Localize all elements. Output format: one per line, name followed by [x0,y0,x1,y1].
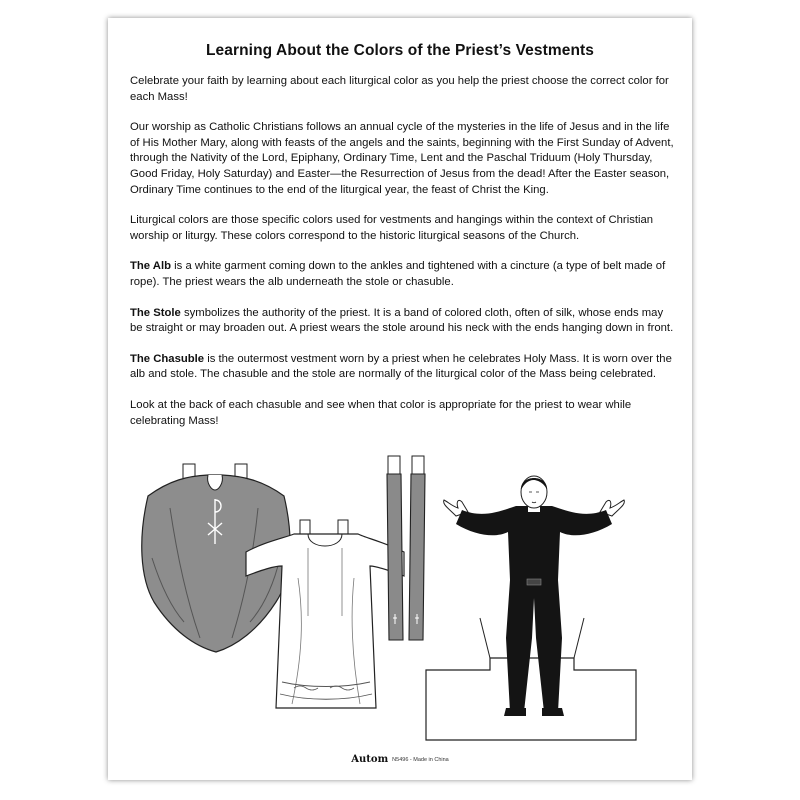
stole-right-tab [412,456,424,474]
chasuble-term: The Chasuble [130,352,205,365]
stole-left-tab [388,456,400,474]
stole-left [387,456,403,640]
chasuble-description: is the outermost vestment worn by a priest when he celebrates Holy Mass. It is worn over the alb and stole. The chasuble and the stole are normally of the liturgical color of the Mass being celebrated. [130,352,672,381]
stole-term: The Stole [130,306,181,319]
footer [108,754,692,765]
stand-fold-right [574,618,584,658]
stand-base [426,658,636,740]
page-title: Learning About the Colors of the Priest’s Vestments [205,42,595,59]
alb-term: The Alb [130,260,172,273]
alb-shape [246,534,404,708]
brand-logo: Autom [351,754,389,765]
alb-tab-left [300,520,310,534]
alb-cutout [246,520,404,708]
priest-head [521,476,547,508]
product-code: N5496 - Made in China [392,757,449,763]
worship-paragraph: Our worship as Catholic Christians follows an annual cycle of the mysteries in the life of Jesus and in the life of His Mother Mary, along with feasts of the angels and the saints, beginning with the First Sunday of Advent, through the Nativity of the Lord, Epiphany, Ordinary Time, Lent and the Paschal Triduum (Holy Thursday, Good Friday, Holy Saturday) and Easter—the Resurrection of Jesus from the dead! After the Easter season, Ordinary Time continues to the end of the liturgical year, the feast of Christ the King. [130,121,674,196]
vestment-illustration [108,18,692,780]
stole-description: symbolizes the authority of the priest. It is a band of colored cloth, often of silk, whose ends may be straight or may broaden out. A priest wears the stole around his neck with the ends hanging down in front. [130,306,674,335]
worksheet-page [108,18,692,780]
alb-tab-right [338,520,348,534]
stand-fold-left [480,618,490,658]
liturgical-colors-paragraph: Liturgical colors are those specific colors used for vestments and hangings within the context of Christian worship or liturgy. These colors correspond to the historic liturgical seasons of the Church. [130,214,654,242]
alb-description: is a white garment coming down to the ankles and tightened with a cincture (a type of belt made of rope). The priest wears the alb underneath the stole or chasuble. [130,260,666,288]
stole-right [409,456,425,640]
intro-paragraph: Celebrate your faith by learning about each liturgical color as you help the priest choose the correct color for each Mass! [130,75,669,103]
belt-buckle [527,579,541,585]
closing-paragraph: Look at the back of each chasuble and see when that color is appropriate for the priest to wear while celebrating Mass! [130,398,632,427]
